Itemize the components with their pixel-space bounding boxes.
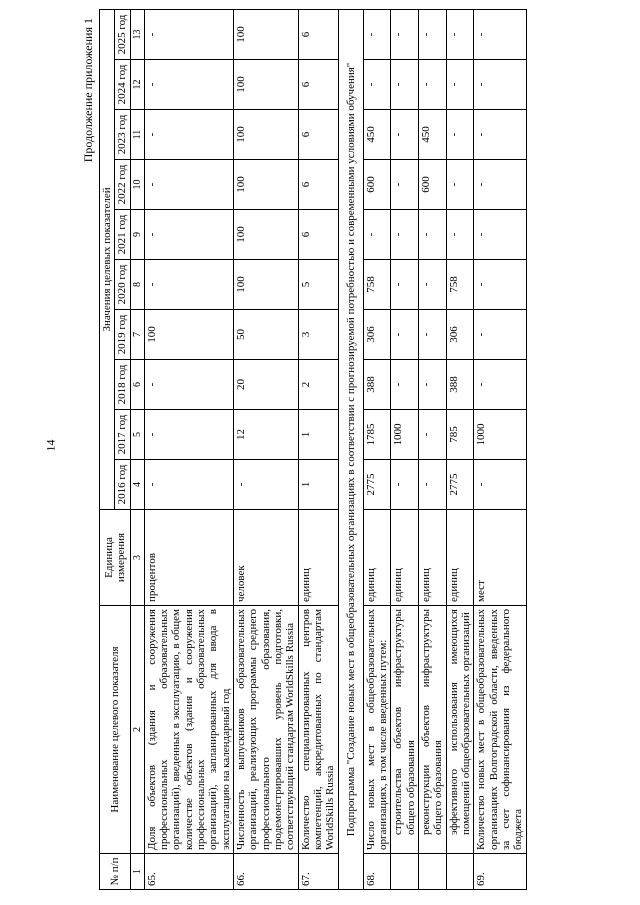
indicator-value: 758 <box>446 260 474 310</box>
indicator-value: - <box>419 460 447 510</box>
indicator-value: - <box>144 410 233 460</box>
indicator-value: 100 <box>234 160 299 210</box>
indicator-value: - <box>446 60 474 110</box>
document-sheet <box>83 10 623 890</box>
column-number: 7 <box>130 310 144 360</box>
unit-of-measure: единиц <box>391 510 419 606</box>
indicator-name: эффективного использования имеющихся помещений общеобразовательных организаций <box>446 606 474 854</box>
indicator-value: 100 <box>234 60 299 110</box>
indicator-value: - <box>446 9 474 59</box>
table-body <box>144 9 526 889</box>
continuation-label: Продолжение приложения 1 <box>81 18 95 163</box>
unit-of-measure: единиц <box>298 510 338 606</box>
indicator-value: - <box>391 9 419 59</box>
header-year: 2025 год <box>115 9 130 59</box>
indicator-value: 306 <box>363 310 391 360</box>
row-number: 69. <box>474 854 526 890</box>
indicator-value: 450 <box>419 110 447 160</box>
column-number: 9 <box>130 210 144 260</box>
indicator-value: - <box>474 260 526 310</box>
page-number: 14 <box>43 439 58 452</box>
indicator-value: - <box>391 160 419 210</box>
indicator-value: - <box>474 360 526 410</box>
indicator-value: 6 <box>298 60 338 110</box>
header-year: 2023 год <box>115 110 130 160</box>
unit-of-measure: единиц <box>419 510 447 606</box>
column-number: 3 <box>130 510 144 606</box>
header-year: 2019 год <box>115 310 130 360</box>
column-number: 11 <box>130 110 144 160</box>
indicator-value: - <box>391 60 419 110</box>
indicator-value: - <box>474 160 526 210</box>
header-year: 2022 год <box>115 160 130 210</box>
table-row <box>298 9 338 889</box>
indicator-value: 100 <box>234 110 299 160</box>
indicator-value: - <box>419 60 447 110</box>
indicator-name: Доля объектов (здания и сооружения профессиональных образовательных организаций), введенных в эксплуатацию, в общем количестве объектов (здания и сооружения профессиональных образовательных организаций), запланированных для ввода в эксплуатацию на календарный год <box>144 606 233 854</box>
indicator-value: 1 <box>298 410 338 460</box>
indicator-value: - <box>363 60 391 110</box>
indicator-value: - <box>144 260 233 310</box>
column-number: 1 <box>130 854 144 890</box>
indicator-value: - <box>391 260 419 310</box>
row-number <box>446 854 474 890</box>
indicator-name: Количество специализированных центров компетенций, аккредитованных по стандартам WorldSkills Russia <box>298 606 338 854</box>
indicator-value: - <box>391 210 419 260</box>
indicator-value: - <box>144 110 233 160</box>
table-row <box>234 9 299 889</box>
indicator-value: 6 <box>298 210 338 260</box>
indicator-value: - <box>474 460 526 510</box>
table-row <box>474 9 526 889</box>
indicator-name: реконструкции объектов инфраструктуры общего образования <box>419 606 447 854</box>
indicator-value: 6 <box>298 160 338 210</box>
unit-of-measure: единиц <box>363 510 391 606</box>
indicator-value: 2775 <box>446 460 474 510</box>
header-year: 2016 год <box>115 460 130 510</box>
indicator-value: - <box>446 160 474 210</box>
indicator-value: 12 <box>234 410 299 460</box>
indicator-value: - <box>419 210 447 260</box>
column-number: 5 <box>130 410 144 460</box>
column-number: 12 <box>130 60 144 110</box>
indicator-value: - <box>474 310 526 360</box>
indicator-value: - <box>234 460 299 510</box>
indicator-value: 20 <box>234 360 299 410</box>
header-year: 2021 год <box>115 210 130 260</box>
table-row <box>446 9 474 889</box>
subprogram-title: Подпрограмма "Создание новых мест в общеобразовательных организациях в соответствии с прогнозируемой потребностью и современными условиями обучения" <box>338 9 363 889</box>
indicator-value: 3 <box>298 310 338 360</box>
indicator-value: 6 <box>298 110 338 160</box>
indicator-value: - <box>144 9 233 59</box>
indicator-value: - <box>474 60 526 110</box>
indicator-value: - <box>144 210 233 260</box>
indicator-value: - <box>419 260 447 310</box>
indicator-value: 100 <box>144 310 233 360</box>
indicator-value: - <box>144 160 233 210</box>
indicator-value: - <box>474 210 526 260</box>
indicator-value: - <box>144 60 233 110</box>
table-row <box>391 9 419 889</box>
indicator-value: 100 <box>234 210 299 260</box>
header-year: 2018 год <box>115 360 130 410</box>
indicator-value: - <box>391 360 419 410</box>
indicator-value: 1000 <box>391 410 419 460</box>
table-row <box>419 9 447 889</box>
header-name: Наименование целевого показателя <box>100 606 131 854</box>
subprogram-row <box>338 9 363 889</box>
indicator-value: 785 <box>446 410 474 460</box>
header-year: 2017 год <box>115 410 130 460</box>
table-row <box>363 9 391 889</box>
table-row <box>144 9 233 889</box>
indicator-value: 2 <box>298 360 338 410</box>
indicator-value: 5 <box>298 260 338 310</box>
unit-of-measure: процентов <box>144 510 233 606</box>
indicator-value: 758 <box>363 260 391 310</box>
indicator-name: Количество новых мест в общеобразовательных организациях Волгоградской области, введенных за счет софинансирования из федерального бюджета <box>474 606 526 854</box>
header-year: 2020 год <box>115 260 130 310</box>
indicator-value: - <box>144 460 233 510</box>
header-year: 2024 год <box>115 60 130 110</box>
target-indicators-table <box>99 9 527 890</box>
row-number: 68. <box>363 854 391 890</box>
unit-of-measure: единиц <box>446 510 474 606</box>
indicator-value: 50 <box>234 310 299 360</box>
row-number: 66. <box>234 854 299 890</box>
indicator-value: 1785 <box>363 410 391 460</box>
indicator-value: 1000 <box>474 410 526 460</box>
indicator-value: 600 <box>363 160 391 210</box>
indicator-value: 100 <box>234 260 299 310</box>
indicator-value: 600 <box>419 160 447 210</box>
row-number <box>419 854 447 890</box>
column-number: 8 <box>130 260 144 310</box>
indicator-value: - <box>391 310 419 360</box>
unit-of-measure: человек <box>234 510 299 606</box>
indicator-value: - <box>474 110 526 160</box>
indicator-value: 2775 <box>363 460 391 510</box>
row-number: 65. <box>144 854 233 890</box>
indicator-value: - <box>474 9 526 59</box>
row-number <box>391 854 419 890</box>
indicator-value: - <box>419 410 447 460</box>
indicator-value: 388 <box>363 360 391 410</box>
header-values-group: Значения целевых показателей <box>100 9 115 509</box>
indicator-name: Численность выпускников образовательных организаций, реализующих программы среднего профессионального образования, продемонстрировавших уровень подготовки, соответствующий стандартам WorldSkills Russia <box>234 606 299 854</box>
column-number: 13 <box>130 9 144 59</box>
indicator-value: - <box>446 110 474 160</box>
row-number: 67. <box>298 854 338 890</box>
indicator-value: - <box>419 9 447 59</box>
indicator-value: - <box>363 9 391 59</box>
indicator-value: - <box>446 210 474 260</box>
indicator-name: строительства объектов инфраструктуры общего образования <box>391 606 419 854</box>
indicator-name: Число новых мест в общеобразовательных организациях, в том числе введенных путем: <box>363 606 391 854</box>
indicator-value: - <box>391 110 419 160</box>
unit-of-measure: мест <box>474 510 526 606</box>
indicator-value: - <box>419 310 447 360</box>
column-number: 2 <box>130 606 144 854</box>
header-unit: Единица измерения <box>100 510 131 606</box>
column-number: 6 <box>130 360 144 410</box>
indicator-value: 1 <box>298 460 338 510</box>
column-number: 10 <box>130 160 144 210</box>
indicator-value: - <box>363 210 391 260</box>
indicator-value: - <box>419 360 447 410</box>
indicator-value: 450 <box>363 110 391 160</box>
column-number: 4 <box>130 460 144 510</box>
indicator-value: 6 <box>298 9 338 59</box>
indicator-value: 306 <box>446 310 474 360</box>
column-numbers-row <box>130 9 144 889</box>
header-num: № п/п <box>100 854 131 890</box>
indicator-value: - <box>391 460 419 510</box>
indicator-value: 100 <box>234 9 299 59</box>
indicator-value: - <box>144 360 233 410</box>
indicator-value: 388 <box>446 360 474 410</box>
